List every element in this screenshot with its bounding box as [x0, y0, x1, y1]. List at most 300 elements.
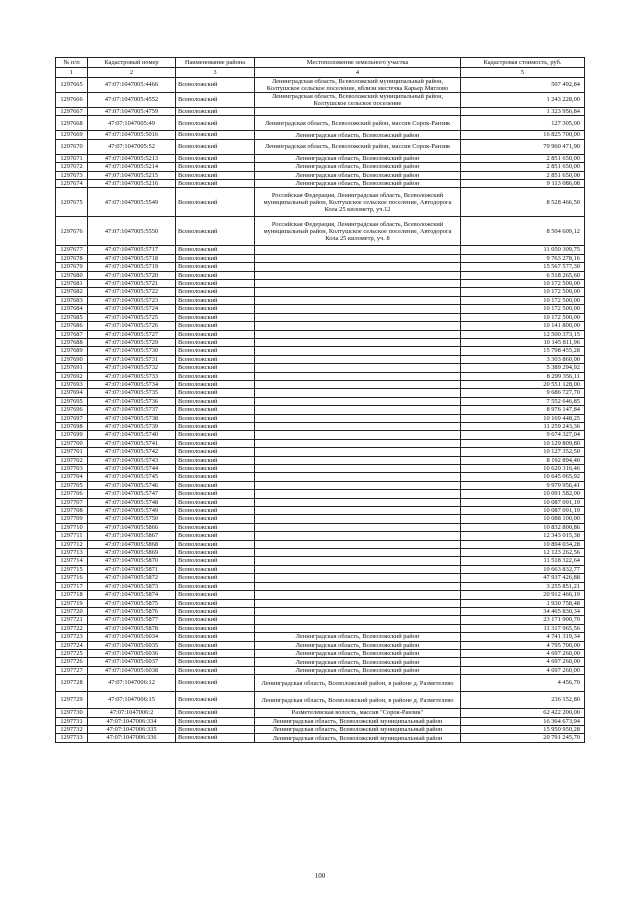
cadastral-number-cell: 47:07:1047005:5215 — [88, 171, 176, 179]
table-row — [56, 717, 585, 725]
district-cell: Всеволожский — [176, 498, 255, 506]
location-cell: Ленинградская область, Всеволожский район, массив Сорок-Ранзик — [255, 116, 461, 131]
table-body — [56, 78, 585, 743]
row-number-cell: 1297691 — [56, 364, 88, 372]
page-number: 100 — [314, 872, 326, 880]
district-cell: Всеволожский — [176, 465, 255, 473]
cadastral-number-cell: 47:07:1047005:5745 — [88, 473, 176, 481]
location-cell: Ленинградская область, Всеволожский район — [255, 163, 461, 171]
location-cell: Ленинградская область, Всеволожский муниципальный район — [255, 734, 461, 742]
row-number-cell: 1297711 — [56, 532, 88, 540]
location-cell: Ленинградская область, Всеволожский муниципальный район — [255, 725, 461, 733]
district-cell: Всеволожский — [176, 338, 255, 346]
district-cell: Всеволожский — [176, 557, 255, 565]
cadastral-number-cell: 47:07:1047006:12 — [88, 675, 176, 692]
location-cell — [255, 599, 461, 607]
cadastral-value-cell: 12 123 262,56 — [461, 549, 585, 557]
cadastral-number-cell: 47:07:1047005:5738 — [88, 414, 176, 422]
cadastral-value-cell: 2 851 650,00 — [461, 154, 585, 162]
cadastral-number-cell: 47:07:1047005:6036 — [88, 649, 176, 657]
row-number-cell: 1297675 — [56, 188, 88, 217]
table-row — [56, 692, 585, 709]
district-cell: Всеволожский — [176, 624, 255, 632]
district-cell: Всеволожский — [176, 515, 255, 523]
cadastral-value-cell: 62 422 200,00 — [461, 709, 585, 717]
cadastral-number-cell: 47:07:1047006:15 — [88, 692, 176, 709]
table-row — [56, 93, 585, 108]
location-cell — [255, 322, 461, 330]
cadastral-value-cell: 10 620 316,46 — [461, 465, 585, 473]
district-cell: Всеволожский — [176, 649, 255, 657]
table-row — [56, 171, 585, 179]
cadastral-value-cell: 20 791 245,70 — [461, 734, 585, 742]
table-row — [56, 456, 585, 464]
cadastral-number-cell: 47:07:1047005:4552 — [88, 93, 176, 108]
location-cell — [255, 288, 461, 296]
table-row — [56, 649, 585, 657]
cadastral-number-cell: 47:07:1047005:5735 — [88, 389, 176, 397]
district-cell: Всеволожский — [176, 372, 255, 380]
location-cell — [255, 355, 461, 363]
district-cell: Всеволожский — [176, 180, 255, 188]
location-cell — [255, 498, 461, 506]
cadastral-value-cell: 9 979 956,41 — [461, 481, 585, 489]
district-cell: Всеволожский — [176, 523, 255, 531]
cadastral-value-cell: 5 389 294,92 — [461, 364, 585, 372]
header-cadastral-number: Кадастровый номер — [88, 58, 176, 68]
row-number-cell: 1297730 — [56, 709, 88, 717]
cadastral-number-cell: 47:07:1047005:5869 — [88, 549, 176, 557]
cadastral-value-cell: 34 465 830,34 — [461, 607, 585, 615]
cadastral-value-cell: 10 172 500,00 — [461, 288, 585, 296]
district-cell: Всеволожский — [176, 330, 255, 338]
row-number-cell: 1297674 — [56, 180, 88, 188]
row-number-cell: 1297728 — [56, 675, 88, 692]
row-number-cell: 1297669 — [56, 131, 88, 139]
table-row — [56, 439, 585, 447]
location-cell — [255, 263, 461, 271]
district-cell: Всеволожский — [176, 163, 255, 171]
district-cell: Всеволожский — [176, 692, 255, 709]
row-number-cell: 1297710 — [56, 523, 88, 531]
location-cell — [255, 254, 461, 262]
table-row — [56, 565, 585, 573]
row-number-cell: 1297726 — [56, 658, 88, 666]
cadastral-number-cell: 47:07:1047005:5744 — [88, 465, 176, 473]
row-number-cell: 1297718 — [56, 591, 88, 599]
location-cell: Ленинградская область, Всеволожский район — [255, 154, 461, 162]
table-row — [56, 481, 585, 489]
row-number-cell: 1297679 — [56, 263, 88, 271]
column-number-row — [56, 68, 585, 78]
location-cell: Разметелевская волость, массив "Сорок-Ранзик" — [255, 709, 461, 717]
table-row — [56, 465, 585, 473]
district-cell: Всеволожский — [176, 116, 255, 131]
row-number-cell: 1297680 — [56, 271, 88, 279]
district-cell: Всеволожский — [176, 633, 255, 641]
table-row — [56, 658, 585, 666]
district-cell: Всеволожский — [176, 322, 255, 330]
cadastral-number-cell: 47:07:1047005:5875 — [88, 599, 176, 607]
table-row — [56, 188, 585, 217]
location-cell: Ленинградская область, Всеволожский район — [255, 649, 461, 657]
location-cell — [255, 397, 461, 405]
location-cell — [255, 465, 461, 473]
location-cell — [255, 296, 461, 304]
table-row — [56, 280, 585, 288]
district-cell: Всеволожский — [176, 456, 255, 464]
district-cell: Всеволожский — [176, 397, 255, 405]
cadastral-number-cell: 47:07:1047005:4466 — [88, 78, 176, 93]
cadastral-number-cell: 47:07:1047005:6035 — [88, 641, 176, 649]
cadastral-number-cell: 47:07:1047005:5717 — [88, 246, 176, 254]
table-row — [56, 498, 585, 506]
district-cell: Всеволожский — [176, 171, 255, 179]
cadastral-number-cell: 47:07:1047005:5734 — [88, 380, 176, 388]
row-number-cell: 1297700 — [56, 439, 88, 447]
district-cell: Всеволожский — [176, 532, 255, 540]
cadastral-value-cell: 9 686 727,70 — [461, 389, 585, 397]
row-number-cell: 1297673 — [56, 171, 88, 179]
cadastral-number-cell: 47:07:1047006:2 — [88, 709, 176, 717]
row-number-cell: 1297678 — [56, 254, 88, 262]
row-number-cell: 1297703 — [56, 465, 88, 473]
table-row — [56, 557, 585, 565]
district-cell: Всеволожский — [176, 540, 255, 548]
cadastral-number-cell: 47:07:1047005:5720 — [88, 271, 176, 279]
row-number-cell: 1297698 — [56, 422, 88, 430]
district-cell: Всеволожский — [176, 154, 255, 162]
cadastral-value-cell: 10 663 832,77 — [461, 565, 585, 573]
cadastral-value-cell: 4 697 260,00 — [461, 649, 585, 657]
table-row — [56, 549, 585, 557]
location-cell — [255, 532, 461, 540]
cadastral-value-cell: 12 500 373,15 — [461, 330, 585, 338]
row-number-cell: 1297686 — [56, 322, 88, 330]
table-row — [56, 389, 585, 397]
location-cell — [255, 565, 461, 573]
cadastral-value-cell: 1 323 956,84 — [461, 108, 585, 116]
table-row — [56, 633, 585, 641]
table-row — [56, 591, 585, 599]
cadastral-number-cell: 47:07:1047005:6034 — [88, 633, 176, 641]
district-cell: Всеволожский — [176, 549, 255, 557]
table-row — [56, 139, 585, 154]
table-row — [56, 116, 585, 131]
district-cell: Всеволожский — [176, 565, 255, 573]
cadastral-value-cell: 10 129 809,80 — [461, 439, 585, 447]
table-row — [56, 414, 585, 422]
cadastral-value-cell: 10 894 034,28 — [461, 540, 585, 548]
district-cell: Всеволожский — [176, 389, 255, 397]
table-row — [56, 507, 585, 515]
cadastral-value-cell: 507 492,84 — [461, 78, 585, 93]
cadastral-number-cell: 47:07:1047005:6037 — [88, 658, 176, 666]
row-number-cell: 1297709 — [56, 515, 88, 523]
location-cell — [255, 389, 461, 397]
location-cell — [255, 523, 461, 531]
cadastral-number-cell: 47:07:1047005:6038 — [88, 666, 176, 674]
cadastral-number-cell: 47:07:1047005:5749 — [88, 507, 176, 515]
location-cell: Ленинградская область, Всеволожский район — [255, 131, 461, 139]
table-row — [56, 422, 585, 430]
cadastral-number-cell: 47:07:1047005:5723 — [88, 296, 176, 304]
location-cell — [255, 582, 461, 590]
cadastral-number-cell: 47:07:1047005:5871 — [88, 565, 176, 573]
cadastral-number-cell: 47:07:1047005:5872 — [88, 574, 176, 582]
row-number-cell: 1297676 — [56, 217, 88, 246]
cadastral-value-cell: 11 317 965,56 — [461, 624, 585, 632]
table-row — [56, 574, 585, 582]
cadastral-value-cell: 15 567 577,30 — [461, 263, 585, 271]
district-cell: Всеволожский — [176, 582, 255, 590]
district-cell: Всеволожский — [176, 364, 255, 372]
cadastral-number-cell: 47:07:1047005:5742 — [88, 448, 176, 456]
district-cell: Всеволожский — [176, 139, 255, 154]
cadastral-value-cell: 47 937 426,88 — [461, 574, 585, 582]
table-row — [56, 330, 585, 338]
location-cell: Ленинградская область, Всеволожский район — [255, 658, 461, 666]
cadastral-value-cell: 8 299 356,11 — [461, 372, 585, 380]
cadastral-number-cell: 47:07:1047005:5214 — [88, 163, 176, 171]
cadastral-value-cell: 4 741 319,34 — [461, 633, 585, 641]
cadastral-number-cell: 47:07:1047005:49 — [88, 116, 176, 131]
header-location: Местоположение земельного участка — [255, 58, 461, 68]
table-row — [56, 180, 585, 188]
row-number-cell: 1297717 — [56, 582, 88, 590]
row-number-cell: 1297715 — [56, 565, 88, 573]
district-cell: Всеволожский — [176, 675, 255, 692]
location-cell — [255, 507, 461, 515]
district-cell: Всеволожский — [176, 254, 255, 262]
row-number-cell: 1297671 — [56, 154, 88, 162]
table-row — [56, 296, 585, 304]
location-cell — [255, 280, 461, 288]
column-number: 2 — [88, 68, 176, 78]
row-number-cell: 1297689 — [56, 347, 88, 355]
column-number: 5 — [461, 68, 585, 78]
location-cell: Ленинградская область, Всеволожский район — [255, 666, 461, 674]
cadastral-value-cell: 1 930 758,48 — [461, 599, 585, 607]
district-cell: Всеволожский — [176, 217, 255, 246]
cadastral-value-cell: 7 552 646,85 — [461, 397, 585, 405]
district-cell: Всеволожский — [176, 481, 255, 489]
table-row — [56, 217, 585, 246]
table-row — [56, 540, 585, 548]
cadastral-number-cell: 47:07:1047005:5722 — [88, 288, 176, 296]
table-row — [56, 154, 585, 162]
cadastral-value-cell: 4 456,70 — [461, 675, 585, 692]
district-cell: Всеволожский — [176, 288, 255, 296]
location-cell — [255, 431, 461, 439]
cadastral-value-cell: 2 851 650,00 — [461, 163, 585, 171]
cadastral-number-cell: 47:07:1047005:5877 — [88, 616, 176, 624]
row-number-cell: 1297714 — [56, 557, 88, 565]
district-cell: Всеволожский — [176, 599, 255, 607]
location-cell — [255, 456, 461, 464]
row-number-cell: 1297699 — [56, 431, 88, 439]
table-row — [56, 734, 585, 742]
cadastral-value-cell: 127 305,00 — [461, 116, 585, 131]
cadastral-value-cell: 8 504 609,12 — [461, 217, 585, 246]
cadastral-number-cell: 47:07:1047005:5868 — [88, 540, 176, 548]
cadastral-value-cell: 8 528 466,50 — [461, 188, 585, 217]
header-district-name: Наименование района — [176, 58, 255, 68]
cadastral-value-cell: 11 518 322,64 — [461, 557, 585, 565]
cadastral-number-cell: 47:07:1047005:4759 — [88, 108, 176, 116]
cadastral-value-cell: 10 087 091,19 — [461, 498, 585, 506]
district-cell: Всеволожский — [176, 78, 255, 93]
row-number-cell: 1297677 — [56, 246, 88, 254]
row-number-cell: 1297667 — [56, 108, 88, 116]
location-cell — [255, 624, 461, 632]
district-cell: Всеволожский — [176, 666, 255, 674]
location-cell — [255, 380, 461, 388]
district-cell: Всеволожский — [176, 641, 255, 649]
cadastral-number-cell: 47:07:1047005:5748 — [88, 498, 176, 506]
district-cell: Всеволожский — [176, 347, 255, 355]
district-cell: Всеволожский — [176, 280, 255, 288]
cadastral-number-cell: 47:07:1047005:5727 — [88, 330, 176, 338]
district-cell: Всеволожский — [176, 422, 255, 430]
district-cell: Всеволожский — [176, 263, 255, 271]
column-number: 1 — [56, 68, 88, 78]
cadastral-number-cell: 47:07:1047005:5876 — [88, 607, 176, 615]
district-cell: Всеволожский — [176, 490, 255, 498]
cadastral-value-cell: 10 645 065,92 — [461, 473, 585, 481]
table-row — [56, 163, 585, 171]
row-number-cell: 1297681 — [56, 280, 88, 288]
cadastral-number-cell: 47:07:1047005:5731 — [88, 355, 176, 363]
table-row — [56, 709, 585, 717]
cadastral-value-cell: 236 152,80 — [461, 692, 585, 709]
cadastral-value-cell: 10 172 500,00 — [461, 305, 585, 313]
table-row — [56, 397, 585, 405]
cadastral-number-cell: 47:07:1047006:335 — [88, 725, 176, 733]
cadastral-value-cell: 4 795 700,00 — [461, 641, 585, 649]
cadastral-value-cell: 16 364 673,94 — [461, 717, 585, 725]
row-number-cell: 1297716 — [56, 574, 88, 582]
cadastral-number-cell: 47:07:1047005:5739 — [88, 422, 176, 430]
cadastral-number-cell: 47:07:1047005:5721 — [88, 280, 176, 288]
location-cell: Ленинградская область, Всеволожский район, в районе д. Разметелево — [255, 675, 461, 692]
cadastral-value-cell: 10 172 500,00 — [461, 296, 585, 304]
cadastral-number-cell: 47:07:1047005:5867 — [88, 532, 176, 540]
cadastral-number-cell: 47:07:1047005:5743 — [88, 456, 176, 464]
cadastral-number-cell: 47:07:1047005:5878 — [88, 624, 176, 632]
location-cell: Ленинградская область, Всеволожский район — [255, 633, 461, 641]
cadastral-value-cell: 10 172 500,00 — [461, 313, 585, 321]
location-cell: Ленинградская область, Всеволожский район — [255, 180, 461, 188]
cadastral-value-cell: 9 113 086,08 — [461, 180, 585, 188]
row-number-cell: 1297707 — [56, 498, 88, 506]
cadastral-value-cell: 15 798 455,28 — [461, 347, 585, 355]
table-row — [56, 78, 585, 93]
table-row — [56, 372, 585, 380]
table-row — [56, 347, 585, 355]
cadastral-value-cell: 16 825 700,00 — [461, 131, 585, 139]
location-cell — [255, 448, 461, 456]
location-cell: Ленинградская область, Всеволожский район, в районе д. Разметелево — [255, 692, 461, 709]
cadastral-number-cell: 47:07:1047005:5016 — [88, 131, 176, 139]
district-cell: Всеволожский — [176, 131, 255, 139]
cadastral-value-cell: 3 303 860,00 — [461, 355, 585, 363]
location-cell — [255, 347, 461, 355]
location-cell — [255, 473, 461, 481]
district-cell: Всеволожский — [176, 108, 255, 116]
cadastral-value-cell: 10 141 800,00 — [461, 322, 585, 330]
district-cell: Всеволожский — [176, 355, 255, 363]
row-number-cell: 1297685 — [56, 313, 88, 321]
cadastral-value-cell: 23 171 900,70 — [461, 616, 585, 624]
district-cell: Всеволожский — [176, 507, 255, 515]
cadastral-value-cell: 3 255 851,21 — [461, 582, 585, 590]
cadastral-number-cell: 47:07:1047005:5736 — [88, 397, 176, 405]
row-number-cell: 1297702 — [56, 456, 88, 464]
row-number-cell: 1297722 — [56, 624, 88, 632]
table-row — [56, 288, 585, 296]
location-cell: Ленинградская область, Всеволожский муниципальный район, Колтушское сельское поселение — [255, 93, 461, 108]
cadastral-number-cell: 47:07:1047005:5737 — [88, 406, 176, 414]
location-cell: Ленинградская область, Всеволожский район — [255, 171, 461, 179]
location-cell — [255, 540, 461, 548]
location-cell — [255, 439, 461, 447]
table-row — [56, 582, 585, 590]
cadastral-number-cell: 47:07:1047005:5746 — [88, 481, 176, 489]
cadastral-number-cell: 47:07:1047005:5213 — [88, 154, 176, 162]
cadastral-number-cell: 47:07:1047005:5216 — [88, 180, 176, 188]
district-cell: Всеволожский — [176, 414, 255, 422]
row-number-cell: 1297729 — [56, 692, 88, 709]
cadastral-value-cell: 2 851 650,00 — [461, 171, 585, 179]
row-number-cell: 1297696 — [56, 406, 88, 414]
table-row — [56, 380, 585, 388]
cadastral-value-cell: 10 832 800,86 — [461, 523, 585, 531]
cadastral-number-cell: 47:07:1047005:5718 — [88, 254, 176, 262]
cadastral-value-cell: 4 697 260,00 — [461, 666, 585, 674]
row-number-cell: 1297733 — [56, 734, 88, 742]
cadastral-number-cell: 47:07:1047005:5741 — [88, 439, 176, 447]
row-number-cell: 1297713 — [56, 549, 88, 557]
row-number-cell: 1297723 — [56, 633, 88, 641]
district-cell: Всеволожский — [176, 271, 255, 279]
table-row — [56, 607, 585, 615]
row-number-cell: 1297692 — [56, 372, 88, 380]
row-number-cell: 1297708 — [56, 507, 88, 515]
table-row — [56, 523, 585, 531]
row-number-cell: 1297693 — [56, 380, 88, 388]
cadastral-value-cell: 10 091 582,00 — [461, 490, 585, 498]
cadastral-number-cell: 47:07:1047005:5729 — [88, 338, 176, 346]
row-number-cell: 1297721 — [56, 616, 88, 624]
cadastral-number-cell: 47:07:1047005:5747 — [88, 490, 176, 498]
location-cell — [255, 305, 461, 313]
table-row — [56, 313, 585, 321]
location-cell — [255, 616, 461, 624]
table-row — [56, 641, 585, 649]
row-number-cell: 1297668 — [56, 116, 88, 131]
table-row — [56, 448, 585, 456]
district-cell: Всеволожский — [176, 313, 255, 321]
cadastral-number-cell: 47:07:1047006:334 — [88, 717, 176, 725]
cadastral-number-cell: 47:07:1047005:5726 — [88, 322, 176, 330]
location-cell — [255, 515, 461, 523]
row-number-cell: 1297719 — [56, 599, 88, 607]
table-row — [56, 532, 585, 540]
cadastral-value-cell: 15 950 950,28 — [461, 725, 585, 733]
table-row — [56, 599, 585, 607]
cadastral-number-cell: 47:07:1047005:5740 — [88, 431, 176, 439]
